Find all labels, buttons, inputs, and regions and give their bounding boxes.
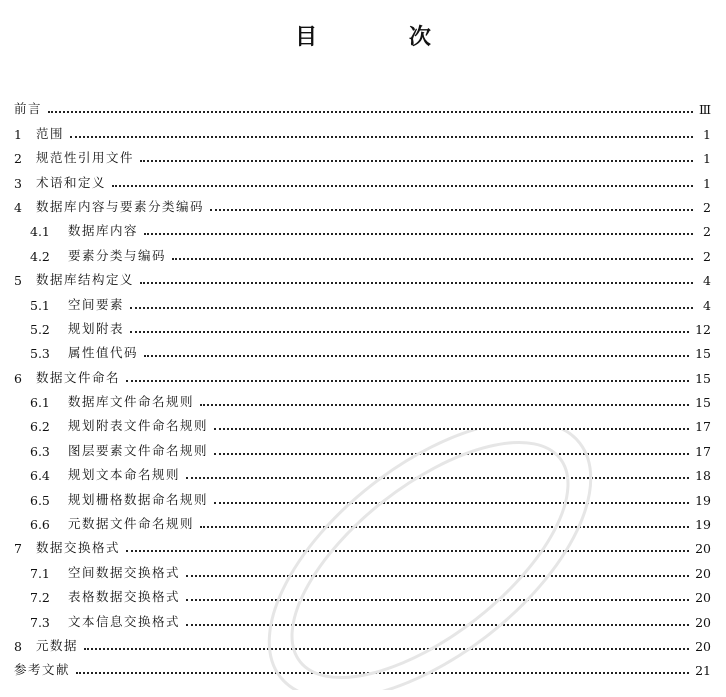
toc-entry-page-number: 20 xyxy=(695,590,711,606)
toc-entry-number: 3 xyxy=(14,175,22,191)
toc-entry[interactable] xyxy=(14,386,711,410)
toc-entry[interactable] xyxy=(14,117,711,141)
toc-entry-label: 空间数据交换格式 xyxy=(68,564,181,580)
toc-entry-label: 规划文本命名规则 xyxy=(68,467,181,483)
dot-leader xyxy=(112,185,693,187)
toc-entry[interactable] xyxy=(14,630,711,654)
toc-entry-page-number: 18 xyxy=(695,468,711,484)
dot-leader xyxy=(130,307,693,309)
dot-leader xyxy=(172,258,693,260)
dot-leader xyxy=(130,331,689,333)
toc-list xyxy=(14,93,711,678)
toc-entry-page-number: 19 xyxy=(695,492,711,508)
toc-entry[interactable] xyxy=(14,337,711,361)
toc-entry-page-number: Ⅲ xyxy=(698,102,711,118)
toc-entry[interactable] xyxy=(14,459,711,483)
toc-entry-label: 规划附表 xyxy=(68,320,125,336)
dot-leader xyxy=(140,282,693,284)
toc-entry-number: 1 xyxy=(14,126,22,142)
dot-leader xyxy=(186,624,689,626)
toc-entry[interactable] xyxy=(14,142,711,166)
toc-entry-number: 6.4 xyxy=(30,468,50,484)
dot-leader xyxy=(84,648,689,650)
toc-entry-label: 表格数据交换格式 xyxy=(68,589,181,605)
toc-entry[interactable] xyxy=(14,654,711,678)
toc-entry-label: 规范性引用文件 xyxy=(36,150,135,166)
dot-leader xyxy=(214,502,689,504)
toc-entry-label: 术语和定义 xyxy=(36,174,107,190)
toc-entry-label: 元数据文件命名规则 xyxy=(68,516,195,532)
dot-leader xyxy=(76,672,689,674)
dot-leader xyxy=(126,550,689,552)
dot-leader xyxy=(48,111,693,113)
toc-entry[interactable] xyxy=(14,288,711,312)
toc-entry[interactable] xyxy=(14,532,711,556)
dot-leader xyxy=(200,526,689,528)
dot-leader xyxy=(140,160,693,162)
toc-entry-page-number: 12 xyxy=(695,321,711,337)
toc-entry-label: 数据交换格式 xyxy=(36,540,121,556)
toc-entry-label: 空间要素 xyxy=(68,296,125,312)
toc-entry-page-number: 1 xyxy=(703,126,711,142)
toc-entry[interactable] xyxy=(14,581,711,605)
toc-entry-page-number: 2 xyxy=(703,248,711,264)
toc-entry-number: 5.1 xyxy=(30,297,50,313)
toc-entry[interactable] xyxy=(14,556,711,580)
toc-entry[interactable] xyxy=(14,93,711,117)
toc-entry[interactable] xyxy=(14,239,711,263)
toc-entry-label: 元数据 xyxy=(36,637,79,653)
toc-entry-number: 5.2 xyxy=(30,321,50,337)
dot-leader xyxy=(144,233,693,235)
toc-entry-page-number: 15 xyxy=(695,370,711,386)
toc-entry-label: 要素分类与编码 xyxy=(68,247,167,263)
toc-entry-page-number: 1 xyxy=(703,175,711,191)
dot-leader xyxy=(200,404,689,406)
toc-entry-label: 文本信息交换格式 xyxy=(68,613,181,629)
toc-entry-number: 7 xyxy=(14,541,22,557)
toc-entry[interactable] xyxy=(14,166,711,190)
dot-leader xyxy=(214,428,689,430)
toc-entry-page-number: 4 xyxy=(703,273,711,289)
toc-entry-label: 图层要素文件命名规则 xyxy=(68,442,209,458)
toc-entry-page-number: 20 xyxy=(695,614,711,630)
toc-entry-page-number: 21 xyxy=(695,663,711,679)
toc-entry[interactable] xyxy=(14,434,711,458)
toc-entry-label: 属性值代码 xyxy=(68,345,139,361)
toc-entry-number: 4.1 xyxy=(30,224,50,240)
toc-entry[interactable] xyxy=(14,410,711,434)
toc-entry-number: 6.5 xyxy=(30,492,50,508)
toc-entry-page-number: 20 xyxy=(695,638,711,654)
dot-leader xyxy=(214,453,689,455)
dot-leader xyxy=(186,477,689,479)
toc-entry-page-number: 20 xyxy=(695,541,711,557)
toc-entry-label: 规划栅格数据命名规则 xyxy=(68,491,209,507)
toc-entry-number: 5 xyxy=(14,273,22,289)
dot-leader xyxy=(210,209,693,211)
toc-entry-page-number: 17 xyxy=(695,419,711,435)
dot-leader xyxy=(186,575,689,577)
toc-entry[interactable] xyxy=(14,264,711,288)
toc-entry-number: 7.2 xyxy=(30,590,50,606)
toc-entry-label: 数据文件命名 xyxy=(36,369,121,385)
toc-entry[interactable] xyxy=(14,191,711,215)
dot-leader xyxy=(70,136,693,138)
toc-entry-page-number: 2 xyxy=(703,199,711,215)
toc-entry-number: 7.1 xyxy=(30,565,50,581)
toc-entry-label: 数据库内容 xyxy=(68,223,139,239)
toc-entry-number: 2 xyxy=(14,151,22,167)
toc-entry-number: 5.3 xyxy=(30,346,50,362)
toc-entry-number: 6 xyxy=(14,370,22,386)
dot-leader xyxy=(186,599,689,601)
toc-entry-number: 6.3 xyxy=(30,443,50,459)
toc-entry-label: 前言 xyxy=(14,101,43,117)
toc-entry[interactable] xyxy=(14,508,711,532)
toc-entry-page-number: 15 xyxy=(695,346,711,362)
toc-entry-page-number: 17 xyxy=(695,443,711,459)
toc-entry[interactable] xyxy=(14,483,711,507)
toc-entry-page-number: 15 xyxy=(695,395,711,411)
toc-entry-number: 8 xyxy=(14,638,22,654)
toc-entry-page-number: 19 xyxy=(695,517,711,533)
toc-entry-number: 6.6 xyxy=(30,517,50,533)
toc-entry-label: 数据库文件命名规则 xyxy=(68,394,195,410)
toc-entry[interactable] xyxy=(14,361,711,385)
toc-entry-page-number: 2 xyxy=(703,224,711,240)
toc-entry-page-number: 4 xyxy=(703,297,711,313)
toc-entry-label: 规划附表文件命名规则 xyxy=(68,418,209,434)
toc-entry-label: 参考文献 xyxy=(14,662,71,678)
toc-entry-label: 数据库内容与要素分类编码 xyxy=(36,198,205,214)
toc-entry-page-number: 20 xyxy=(695,565,711,581)
toc-entry[interactable] xyxy=(14,605,711,629)
toc-entry-number: 6.2 xyxy=(30,419,50,435)
dot-leader xyxy=(144,355,689,357)
toc-entry-number: 7.3 xyxy=(30,614,50,630)
toc-entry-number: 4.2 xyxy=(30,248,50,264)
toc-entry-page-number: 1 xyxy=(703,151,711,167)
toc-entry[interactable] xyxy=(14,215,711,239)
toc-entry-label: 范围 xyxy=(36,125,65,141)
toc-entry[interactable] xyxy=(14,313,711,337)
toc-entry-number: 4 xyxy=(14,199,22,215)
toc-entry-number: 6.1 xyxy=(30,395,50,411)
page-title: 目 次 xyxy=(295,25,473,50)
toc-entry-label: 数据库结构定义 xyxy=(36,272,135,288)
dot-leader xyxy=(126,380,689,382)
